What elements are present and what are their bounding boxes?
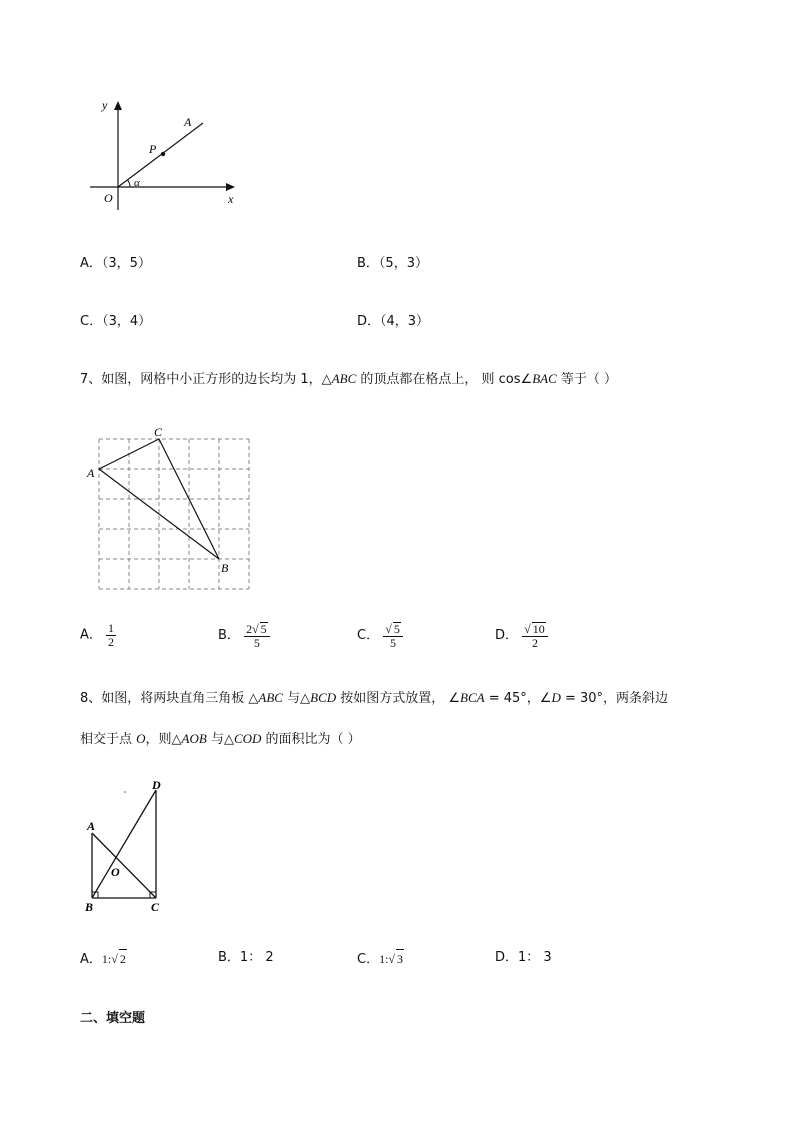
q7-option-b[interactable] <box>218 622 270 650</box>
option-text: （3，4） <box>102 314 152 329</box>
denominator: 2 <box>108 635 115 649</box>
option-letter: C． <box>357 628 380 643</box>
q8-option-c[interactable]: C．1:√ 3 <box>357 949 404 969</box>
stem-text: ，则△ <box>145 732 182 747</box>
q7-option-d[interactable] <box>495 622 548 650</box>
q6-option-a[interactable] <box>80 255 151 273</box>
hypotenuse-bd <box>92 790 156 898</box>
numerator: 2√ 5 <box>244 622 270 637</box>
ratio-prefix: 1: <box>101 952 112 966</box>
option-text: 1： 3 <box>518 950 552 965</box>
question-number: 8、 <box>80 691 102 706</box>
x-axis-arrow <box>226 183 235 191</box>
triangle-name: AOB <box>181 731 207 746</box>
y-axis-label: y <box>102 98 108 112</box>
angle-name: BCA <box>460 690 485 705</box>
angle-name: D <box>551 690 561 705</box>
q8-stem-line1 <box>80 689 668 708</box>
numerator: √ 5 <box>383 622 403 637</box>
point-a-label: A <box>184 115 192 129</box>
option-letter: A． <box>80 627 102 643</box>
option-letter: D． <box>357 314 381 329</box>
q7-option-c[interactable] <box>357 622 403 650</box>
angle-arc <box>128 180 131 187</box>
vertex-a-label: A <box>87 819 96 833</box>
fraction <box>244 622 270 650</box>
stem-text: 如图，网格中小正方形的边长均为 1，△ <box>101 372 332 387</box>
denominator: 5 <box>390 636 397 650</box>
radicand: 5 <box>260 622 267 636</box>
ratio-prefix: 1: <box>379 952 389 966</box>
y-axis-arrow <box>114 101 122 110</box>
option-text: （4，3） <box>380 314 430 329</box>
coefficient: 2 <box>246 622 253 636</box>
vertex-b-label: B <box>85 900 94 914</box>
vertex-a-label: A <box>87 466 95 480</box>
fraction <box>106 622 116 649</box>
option-letter: A． <box>80 256 102 271</box>
vertex-c-label: C <box>154 425 163 439</box>
option-text: 1： 2 <box>239 950 274 965</box>
stem-text: = 45°，∠ <box>484 691 552 706</box>
triangle-name: BCD <box>310 690 337 705</box>
triangle-name: ABC <box>331 371 357 386</box>
question-number: 7、 <box>80 372 102 387</box>
angle-name: BAC <box>532 371 557 386</box>
q6-option-b[interactable] <box>357 255 428 273</box>
radicand: 2 <box>119 949 127 968</box>
q6-figure <box>85 92 245 217</box>
stem-text: = 30°，两条斜边 <box>560 691 669 706</box>
x-axis-label: x <box>228 192 234 206</box>
q8-figure <box>80 778 175 916</box>
option-letter: C． <box>357 952 380 967</box>
denominator: 5 <box>253 636 260 650</box>
point-name: O <box>136 731 146 746</box>
origin-label: O <box>104 191 113 205</box>
intersection-o-label: O <box>111 865 120 879</box>
section-title: 二、填空题 <box>80 1011 146 1026</box>
stem-text: 的顶点都在格点上， 则 cos∠ <box>356 372 533 387</box>
radicand: 10 <box>532 622 545 636</box>
radicand: 3 <box>396 949 404 968</box>
q6-option-d[interactable] <box>357 313 429 331</box>
triangle-name: COD <box>233 731 262 746</box>
q6-option-c[interactable] <box>80 313 151 331</box>
stray-dot <box>124 791 126 793</box>
fraction <box>383 622 403 650</box>
option-letter: C． <box>80 314 103 329</box>
numerator: √ 10 <box>522 622 548 637</box>
q7-stem <box>80 370 617 389</box>
point-p <box>161 152 165 156</box>
option-text: （5，3） <box>378 256 428 271</box>
triangle-name: ABC <box>258 690 283 705</box>
numerator: 1 <box>108 621 115 635</box>
stem-text: 如图，将两块直角三角板 △ <box>101 691 259 706</box>
point-p-label: P <box>149 142 157 156</box>
stem-text: 等于（ ） <box>556 372 618 387</box>
option-letter: B． <box>357 256 379 271</box>
q8-option-d[interactable] <box>495 949 552 967</box>
stem-text: 与△ <box>282 691 311 706</box>
radicand: 5 <box>393 622 400 636</box>
q8-option-a[interactable]: A．1:√ 2 <box>80 949 127 969</box>
fraction <box>522 622 548 650</box>
stem-text: 按如图方式放置， ∠ <box>336 691 461 706</box>
stem-text: 的面积比为（ ） <box>261 732 361 747</box>
option-text: （3，5） <box>101 256 151 271</box>
ray-oa <box>118 123 203 187</box>
q8-option-b[interactable] <box>218 949 274 967</box>
option-letter: B． <box>218 950 240 965</box>
angle-label: α <box>134 177 140 189</box>
q8-stem-line2 <box>80 730 361 749</box>
option-letter: A． <box>80 952 102 967</box>
stem-text: 与△ <box>206 732 234 747</box>
vertex-b-label: B <box>221 561 229 575</box>
q7-option-a[interactable] <box>80 622 116 649</box>
vertex-c-label: C <box>151 900 160 914</box>
vertex-d-label: D <box>152 778 161 792</box>
q7-figure <box>85 425 260 595</box>
denominator: 2 <box>531 636 538 650</box>
option-letter: D． <box>495 628 519 643</box>
option-letter: B． <box>218 628 240 643</box>
stem-text: 相交于点 <box>80 732 137 747</box>
option-letter: D． <box>495 950 519 965</box>
